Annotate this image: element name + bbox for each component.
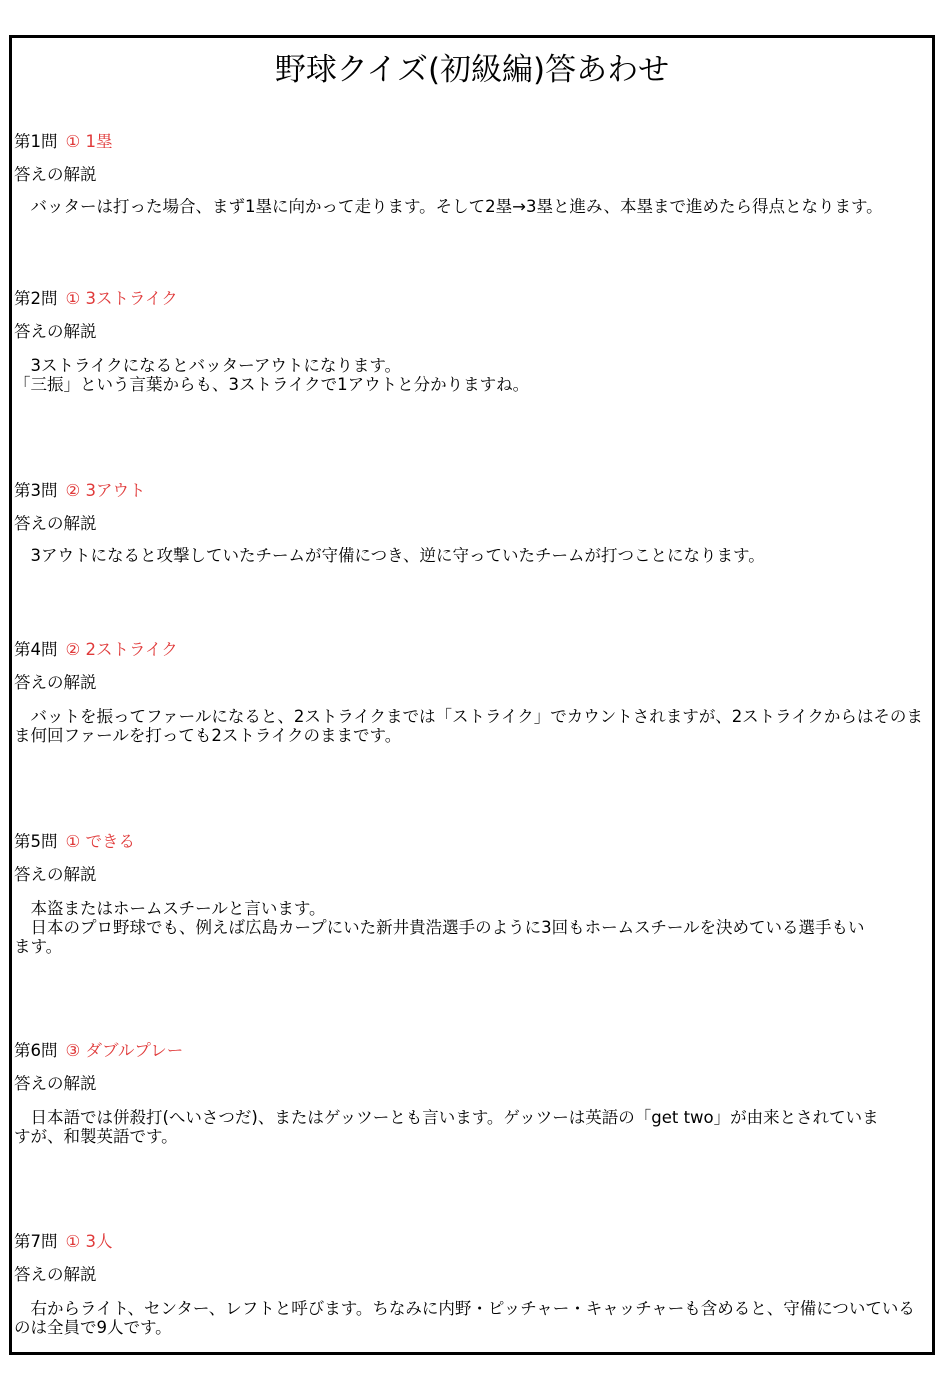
question-header xyxy=(12,830,932,854)
question-number: 第6問 xyxy=(14,1041,58,1060)
explanation-text xyxy=(12,197,932,216)
question-answer: ① 3人 xyxy=(65,1232,113,1251)
explanation-line: 3アウトになると攻撃していたチームが守備につき、逆に守っていたチームが打つことになります。 xyxy=(14,546,765,565)
explanation-line: 日本語では併殺打(へいさつだ)、またはゲッツーとも言います。ゲッツーは英語の「get two」が由来とされていま xyxy=(14,1108,879,1127)
question-header xyxy=(12,287,932,311)
explanation-label: 答えの解説 xyxy=(14,673,97,692)
explanation-line: ます。 xyxy=(14,937,63,956)
question-answer: ③ ダブルプレー xyxy=(65,1041,184,1060)
explanation-text xyxy=(12,546,932,565)
explanation-line: バットを振ってファールになると、2ストライクまでは「ストライク」でカウントされますが、2ストライクからはそのま xyxy=(14,707,923,726)
question-number: 第4問 xyxy=(14,640,58,659)
question-block-6 xyxy=(12,1039,932,1146)
explanation-line: のは全員で9人です。 xyxy=(14,1318,172,1337)
question-answer: ① 1塁 xyxy=(65,132,113,151)
explanation-label: 答えの解説 xyxy=(14,514,97,533)
question-block-1 xyxy=(12,130,932,216)
explanation-text xyxy=(12,707,932,745)
explanation-text xyxy=(12,899,932,956)
explanation-label: 答えの解説 xyxy=(14,1265,97,1284)
question-answer: ② 3アウト xyxy=(65,481,146,500)
explanation-label: 答えの解説 xyxy=(14,1074,97,1093)
question-header xyxy=(12,1039,932,1063)
question-block-4 xyxy=(12,638,932,745)
question-block-2 xyxy=(12,287,932,394)
question-number: 第1問 xyxy=(14,132,58,151)
explanation-label: 答えの解説 xyxy=(14,165,97,184)
explanation-label: 答えの解説 xyxy=(14,865,97,884)
question-number: 第5問 xyxy=(14,832,58,851)
question-answer: ① 3ストライク xyxy=(65,289,178,308)
explanation-line: 本盗またはホームスチールと言います。 xyxy=(14,899,326,918)
question-number: 第7問 xyxy=(14,1232,58,1251)
explanation-line: 3ストライクになるとバッターアウトになります。 xyxy=(14,356,402,375)
question-answer: ① できる xyxy=(65,832,136,851)
page-title: 野球クイズ(初級編)答あわせ xyxy=(274,52,670,88)
question-header xyxy=(12,130,932,154)
question-number: 第2問 xyxy=(14,289,58,308)
explanation-text xyxy=(12,1108,932,1146)
question-block-5 xyxy=(12,830,932,956)
explanation-line: すが、和製英語です。 xyxy=(14,1127,178,1146)
question-block-7 xyxy=(12,1230,932,1337)
explanation-text xyxy=(12,1299,932,1337)
explanation-line: 日本のプロ野球でも、例えば広島カープにいた新井貴浩選手のように3回もホームスチールを決めている選手もい xyxy=(14,918,865,937)
explanation-text xyxy=(12,356,932,394)
explanation-line: 右からライト、センター、レフトと呼びます。ちなみに内野・ピッチャー・キャッチャーも含めると、守備についている xyxy=(14,1299,915,1318)
question-header xyxy=(12,1230,932,1254)
explanation-line: ま何回ファールを打っても2ストライクのままです。 xyxy=(14,726,402,745)
question-number: 第3問 xyxy=(14,481,58,500)
question-block-3 xyxy=(12,479,932,565)
question-answer: ② 2ストライク xyxy=(65,640,178,659)
explanation-label: 答えの解説 xyxy=(14,322,97,341)
question-header xyxy=(12,479,932,503)
question-header xyxy=(12,638,932,662)
explanation-line: 「三振」という言葉からも、3ストライクで1アウトと分かりますね。 xyxy=(14,375,530,394)
explanation-line: バッターは打った場合、まず1塁に向かって走ります。そして2塁→3塁と進み、本塁まで進めたら得点となります。 xyxy=(14,197,883,216)
answer-sheet-frame xyxy=(9,35,935,1355)
